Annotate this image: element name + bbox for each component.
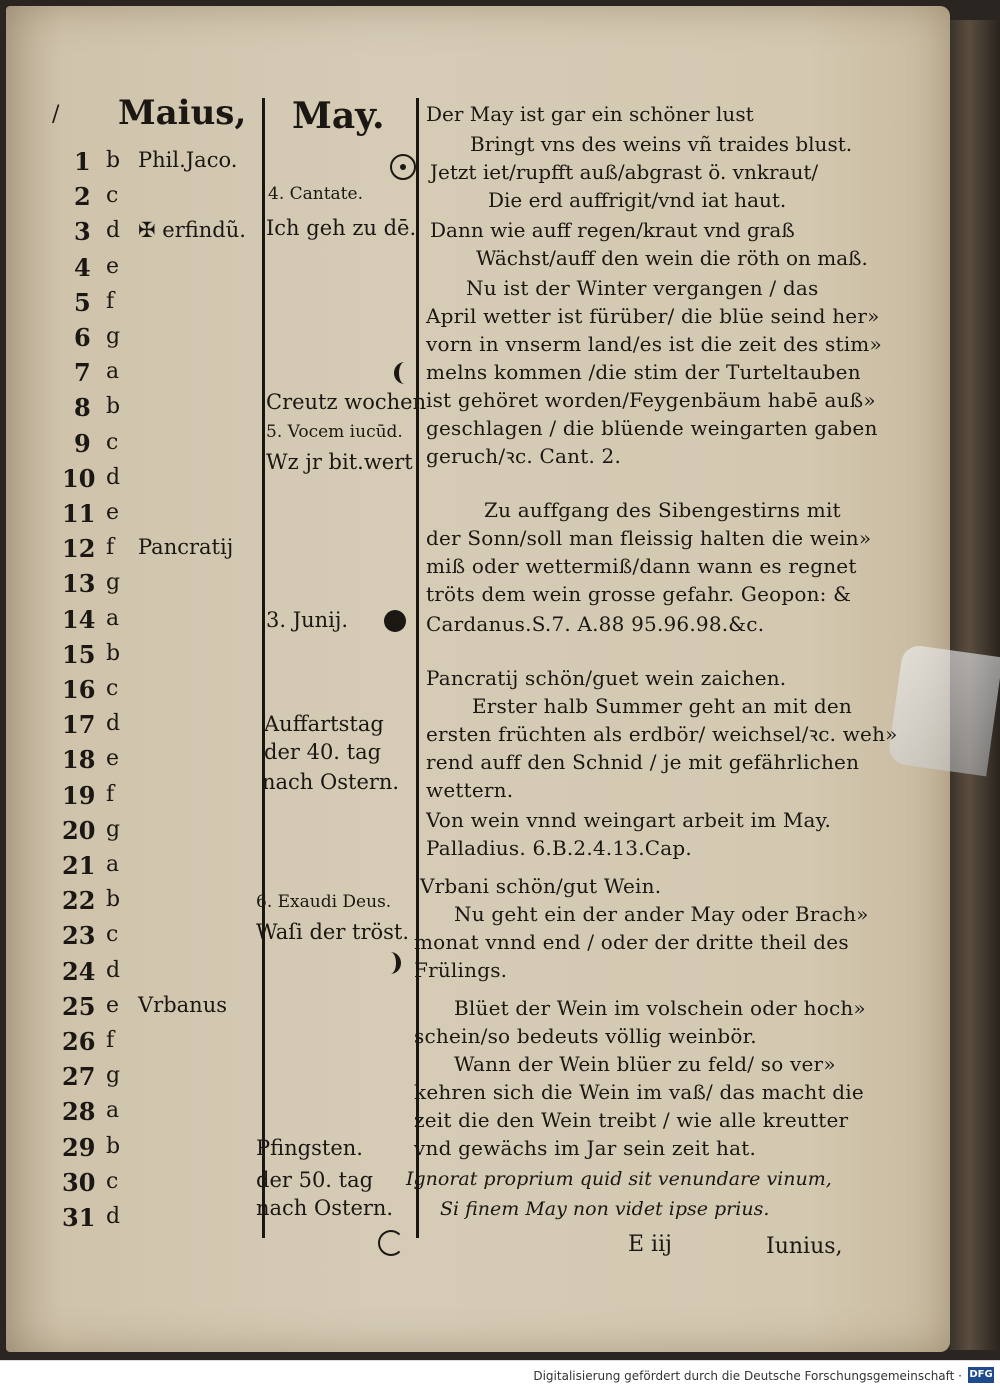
day-number: 1 — [74, 147, 91, 176]
dominical-letter: d — [106, 711, 121, 736]
text-line: Pancratij schön/guet wein zaichen. — [426, 666, 787, 690]
saint-name: Phil.Jaco. — [138, 148, 238, 172]
day-number: 18 — [62, 745, 96, 774]
text-line: ersten früchten als erdbör/ weichsel/ꝛc. weh» — [426, 722, 898, 746]
text-line: Zu auffgang des Sibengestirns mit — [484, 498, 841, 522]
text-line: vnd gewächs im Jar sein zeit hat. — [414, 1136, 757, 1160]
text-line: zeit die den Wein treibt / wie alle kreutter — [414, 1108, 849, 1132]
text-line: rend auff den Schnid / je mit gefährlichen — [426, 750, 860, 774]
day-number: 23 — [62, 921, 96, 950]
dominical-letter: f — [106, 1028, 115, 1053]
day-number: 19 — [62, 781, 96, 810]
day-number: 21 — [62, 851, 96, 880]
text-line: melns kommen /die stim der Turteltauben — [426, 360, 861, 384]
dominical-letter: e — [106, 254, 120, 279]
text-line: Nu geht ein der ander May oder Brach» — [454, 902, 869, 926]
day-number: 20 — [62, 816, 96, 845]
day-number: 30 — [62, 1168, 96, 1197]
feast-cantate: 4. Cantate. — [268, 184, 363, 204]
day-number: 25 — [62, 992, 96, 1021]
text-line: Vrbani schön/gut Wein. — [420, 874, 662, 898]
dominical-letter: g — [106, 817, 121, 842]
feast-cantate-text: Ich geh zu dē. — [266, 216, 417, 240]
day-number: 16 — [62, 675, 96, 704]
text-line: Frülings. — [414, 958, 508, 982]
day-number: 12 — [62, 534, 96, 563]
column-rule-right — [416, 98, 419, 1238]
day-number: 6 — [74, 323, 91, 352]
first-quarter-icon — [394, 362, 415, 384]
verse-line: Jetzt iet/rupfft auß/abgrast ö. vnkraut/ — [430, 160, 819, 184]
dominical-letter: e — [106, 746, 120, 771]
dominical-letter: c — [106, 676, 119, 701]
dominical-letter: e — [106, 993, 120, 1018]
saint-name: ✠ erfindũ. — [138, 218, 246, 242]
text-line: April wetter ist fürüber/ die blüe seind her» — [426, 304, 880, 328]
day-number: 31 — [62, 1203, 96, 1232]
feast-exaudi: 6. Exaudi Deus. — [256, 892, 392, 912]
feast-auffart-2: der 40. tag — [264, 740, 382, 764]
feast-auffart-1: Auffartstag — [264, 712, 384, 736]
signature-mark: E iij — [628, 1232, 672, 1257]
dominical-letter: a — [106, 359, 120, 384]
verse-line: Der May ist gar ein schöner lust — [426, 102, 754, 126]
day-number: 10 — [62, 464, 96, 493]
text-line: kehren sich die Wein im vaß/ das macht die — [414, 1080, 864, 1104]
day-number: 7 — [74, 358, 91, 387]
text-line: monat vnnd end / oder der dritte theil des — [414, 930, 849, 954]
page-mark: / — [52, 102, 60, 127]
text-line: wettern. — [426, 778, 514, 802]
feast-pfingsten-3: nach Ostern. — [256, 1196, 394, 1220]
day-number: 27 — [62, 1062, 96, 1091]
dominical-letter: b — [106, 148, 121, 173]
dominical-letter: e — [106, 500, 120, 525]
dominical-letter: d — [106, 958, 121, 983]
day-number: 29 — [62, 1133, 96, 1162]
feast-pfingsten-2: der 50. tag — [256, 1168, 374, 1192]
saint-name: Pancratij — [138, 535, 234, 559]
german-month-heading: May. — [292, 95, 385, 137]
text-line: miß oder wettermiß/dann wann es regnet — [426, 554, 857, 578]
dominical-letter: b — [106, 641, 121, 666]
feast-vocem: 5. Vocem iucūd. — [266, 422, 403, 442]
day-number: 24 — [62, 957, 96, 986]
day-number: 9 — [74, 429, 91, 458]
catchword: Iunius, — [766, 1234, 843, 1259]
dominical-letter: d — [106, 1204, 121, 1229]
day-number: 8 — [74, 393, 91, 422]
text-line: Nu ist der Winter vergangen / das — [466, 276, 819, 300]
verse-line: Bringt vns des weins vñ traides blust. — [470, 132, 853, 156]
feast-pfingsten-1: Pfingsten. — [256, 1136, 363, 1160]
text-line: vorn in vnserm land/es ist die zeit des stim» — [426, 332, 882, 356]
day-number: 15 — [62, 640, 96, 669]
last-quarter-icon — [380, 952, 401, 974]
verse-line: Wächst/auff den wein die röth on maß. — [476, 246, 868, 270]
day-number: 26 — [62, 1027, 96, 1056]
text-line: ist gehöret worden/Feygenbäum habē auß» — [426, 388, 876, 412]
dominical-letter: f — [106, 289, 115, 314]
saint-name: Vrbanus — [138, 993, 227, 1017]
feast-creutz: Creutz wochen — [266, 390, 427, 414]
full-moon-icon — [390, 154, 416, 180]
day-number: 28 — [62, 1097, 96, 1126]
text-line: geschlagen / die blüende weingarten gaben — [426, 416, 878, 440]
first-quarter-icon — [378, 1230, 404, 1256]
new-moon-icon — [384, 610, 406, 632]
day-number: 11 — [62, 499, 96, 528]
text-line: schein/so bedeuts völlig weinbör. — [414, 1024, 757, 1048]
day-number: 3 — [74, 217, 91, 246]
dominical-letter: b — [106, 887, 121, 912]
column-rule-left — [262, 98, 265, 1238]
dominical-letter: a — [106, 1098, 120, 1123]
text-line: Erster halb Summer geht an mit den — [472, 694, 852, 718]
dominical-letter: c — [106, 1169, 119, 1194]
text-line: der Sonn/soll man fleissig halten die wein» — [426, 526, 872, 550]
day-number: 17 — [62, 710, 96, 739]
digitization-footer — [0, 1360, 1000, 1390]
text-line: Von wein vnnd weingart arbeit im May. — [426, 808, 832, 832]
dominical-letter: f — [106, 535, 115, 560]
text-line: tröts dem wein grosse gefahr. Geopon: & — [426, 582, 852, 606]
verse-line: Dann wie auff regen/kraut vnd graß — [430, 218, 795, 242]
dominical-letter: c — [106, 183, 119, 208]
text-line: geruch/ꝛc. Cant. 2. — [426, 444, 622, 468]
text-line: Blüet der Wein im volschein oder hoch» — [454, 996, 866, 1020]
dominical-letter: d — [106, 465, 121, 490]
feast-auffart-3: nach Ostern. — [262, 770, 400, 794]
day-number: 5 — [74, 288, 91, 317]
feast-junij: 3. Junij. — [266, 608, 349, 632]
dominical-letter: c — [106, 430, 119, 455]
text-line: Wann der Wein blüer zu feld/ so ver» — [454, 1052, 836, 1076]
day-number: 14 — [62, 605, 96, 634]
text-line: Cardanus.S.7. A.88 95.96.98.&c. — [426, 612, 765, 636]
latin-line: Si finem May non videt ipse prius. — [440, 1198, 770, 1220]
text-line: Palladius. 6.B.2.4.13.Cap. — [426, 836, 692, 860]
feast-exaudi-text: Waſi der tröst. — [256, 920, 410, 944]
dominical-letter: d — [106, 218, 121, 243]
latin-line: Ignorat proprium quid sit venundare vinum, — [406, 1168, 832, 1190]
dfg-logo: DFG — [968, 1367, 994, 1383]
dominical-letter: c — [106, 922, 119, 947]
dominical-letter: f — [106, 782, 115, 807]
dominical-letter: a — [106, 606, 120, 631]
dominical-letter: b — [106, 394, 121, 419]
day-number: 13 — [62, 569, 96, 598]
day-number: 4 — [74, 253, 91, 282]
dominical-letter: b — [106, 1134, 121, 1159]
verse-line: Die erd auffrigit/vnd iat haut. — [488, 188, 787, 212]
dominical-letter: g — [106, 570, 121, 595]
funding-credit: Digitalisierung gefördert durch die Deutsche Forschungsgemeinschaft · — [533, 1369, 962, 1383]
dominical-letter: a — [106, 852, 120, 877]
day-number: 22 — [62, 886, 96, 915]
day-number: 2 — [74, 182, 91, 211]
feast-vocem-text: Wz jr bit.wert — [266, 450, 413, 474]
dominical-letter: g — [106, 1063, 121, 1088]
latin-month-heading: Maius, — [118, 93, 247, 133]
page-clip — [887, 644, 1000, 777]
dominical-letter: g — [106, 324, 121, 349]
